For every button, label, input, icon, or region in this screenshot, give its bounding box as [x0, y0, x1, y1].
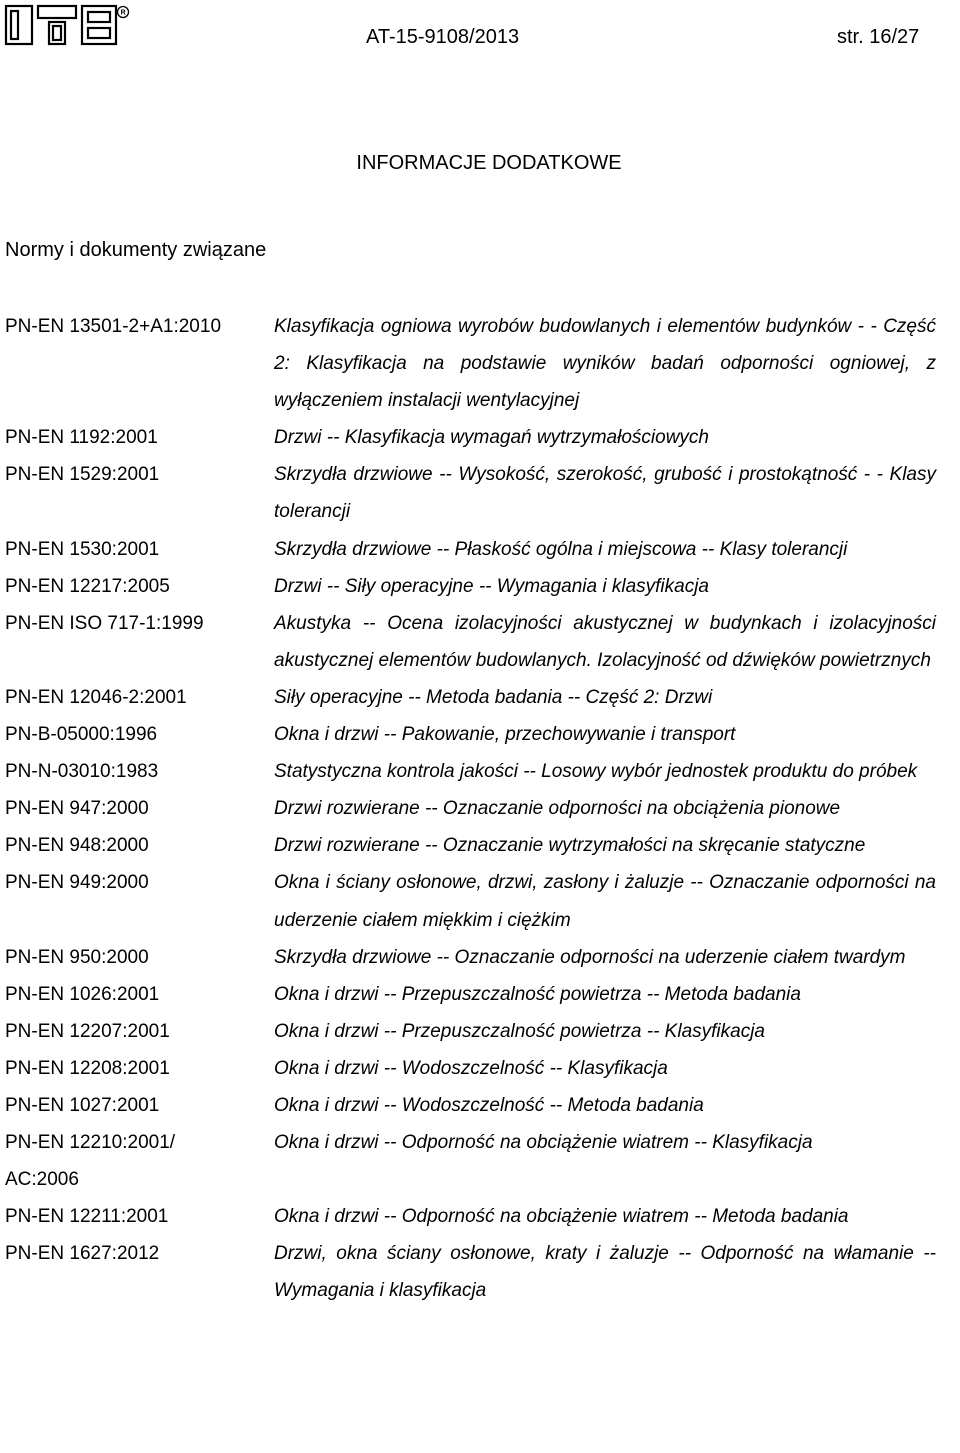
- norm-row: [0, 790, 960, 827]
- norm-description: Drzwi rozwierane -- Oznaczanie wytrzymałości na skręcanie statyczne: [274, 835, 866, 857]
- norm-code: PN-EN 12211:2001: [5, 1206, 169, 1228]
- norm-description: Drzwi rozwierane -- Oznaczanie odporności na obciążenia pionowe: [274, 798, 841, 820]
- document-id: AT-15-9108/2013: [366, 26, 520, 48]
- norm-row: [0, 827, 960, 864]
- norm-code: PN-EN 1027:2001: [5, 1094, 160, 1116]
- norm-description: Okna i drzwi -- Przepuszczalność powietrza -- Klasyfikacja: [274, 1020, 765, 1042]
- norm-code: PN-EN 13501-2+A1:2010: [5, 316, 222, 337]
- section-title: INFORMACJE DODATKOWE: [356, 152, 622, 174]
- norm-code: PN-EN 12207:2001: [5, 1020, 170, 1042]
- norm-code: PN-N-03010:1983: [5, 761, 159, 783]
- norm-row: [0, 1087, 960, 1124]
- norm-code: PN-EN 950:2000: [5, 946, 149, 968]
- norm-description: Okna i ściany osłonowe, drzwi, zasłony i żaluzje -- Oznaczanie odporności na uderzenie ciałem miękkim i ciężkim: [274, 872, 936, 931]
- norm-row: [0, 456, 960, 530]
- norm-code: PN-EN 1627:2012: [5, 1243, 160, 1265]
- norm-row: [0, 1198, 960, 1235]
- norm-row: [0, 716, 960, 753]
- norm-description: Skrzydła drzwiowe -- Oznaczanie odporności na uderzenie ciałem twardym: [274, 946, 906, 968]
- norm-code: PN-EN 1192:2001: [5, 427, 158, 449]
- norm-code: PN-EN 12217:2005: [5, 575, 170, 597]
- norm-code: PN-EN ISO 717-1:1999: [5, 612, 204, 634]
- subsection-title: Normy i dokumenty związane: [5, 239, 267, 261]
- norm-description: Okna i drzwi -- Przepuszczalność powietrza -- Metoda badania: [274, 983, 801, 1005]
- norm-row: [0, 605, 960, 679]
- norm-code: PN-EN 12210:2001/ AC:2006: [5, 1132, 176, 1191]
- norm-row: [0, 1013, 960, 1050]
- norm-row: [0, 531, 960, 568]
- norm-description: Okna i drzwi -- Odporność na obciążenie wiatrem -- Metoda badania: [274, 1206, 849, 1228]
- svg-text:R: R: [120, 9, 126, 17]
- norms-list: [0, 308, 960, 1310]
- norm-code: PN-EN 12046-2:2001: [5, 686, 187, 708]
- norm-description: Skrzydła drzwiowe -- Płaskość ogólna i miejscowa -- Klasy tolerancji: [274, 538, 848, 560]
- norm-description: Drzwi -- Siły operacyjne -- Wymagania i klasyfikacja: [274, 575, 709, 597]
- norm-description: Statystyczna kontrola jakości -- Losowy wybór jednostek produktu do próbek: [274, 761, 918, 783]
- norm-row: [0, 1050, 960, 1087]
- norm-code: PN-B-05000:1996: [5, 724, 158, 746]
- norm-row: [0, 939, 960, 976]
- norm-description: Siły operacyjne -- Metoda badania -- Część 2: Drzwi: [274, 686, 713, 708]
- norm-description: Okna i drzwi -- Odporność na obciążenie wiatrem -- Klasyfikacja: [274, 1132, 813, 1154]
- norm-code: PN-EN 1026:2001: [5, 983, 160, 1005]
- norm-description: Skrzydła drzwiowe -- Wysokość, szerokość, grubość i prostokątność - - Klasy tolerancji: [274, 464, 936, 523]
- norm-row: [0, 419, 960, 456]
- norm-description: Klasyfikacja ogniowa wyrobów budowlanych i elementów budynków - - Część 2: Klasyfikacja na podstawie wyników badań odporności ogniowej, z wyłączeniem instalacji wentylacyjnej: [274, 316, 936, 412]
- norm-description: Okna i drzwi -- Pakowanie, przechowywanie i transport: [274, 724, 736, 746]
- norm-row: [0, 1124, 960, 1198]
- norm-code: PN-EN 948:2000: [5, 835, 149, 857]
- norm-code: PN-EN 947:2000: [5, 798, 149, 820]
- norm-description: Okna i drzwi -- Wodoszczelność -- Metoda badania: [274, 1094, 704, 1116]
- norm-row: [0, 753, 960, 790]
- norm-row: [0, 568, 960, 605]
- norm-row: [0, 679, 960, 716]
- norm-description: Drzwi -- Klasyfikacja wymagań wytrzymałościowych: [274, 427, 709, 449]
- norm-description: Akustyka -- Ocena izolacyjności akustycznej w budynkach i izolacyjności akustycznej elementów budowlanych. Izolacyjność od dźwięków powietrznych: [274, 612, 936, 671]
- norm-code: PN-EN 12208:2001: [5, 1057, 170, 1079]
- norm-code: PN-EN 1529:2001: [5, 464, 160, 486]
- norm-row: [0, 976, 960, 1013]
- page-number: str. 16/27: [837, 26, 920, 48]
- norm-row: [0, 1235, 960, 1309]
- norm-description: Okna i drzwi -- Wodoszczelność -- Klasyfikacja: [274, 1057, 668, 1079]
- norm-row: [0, 864, 960, 938]
- norm-code: PN-EN 1530:2001: [5, 538, 160, 560]
- norm-code: PN-EN 949:2000: [5, 872, 149, 894]
- norm-row: [0, 308, 960, 419]
- itb-logo: [4, 4, 130, 48]
- norm-description: Drzwi, okna ściany osłonowe, kraty i żaluzje -- Odporność na włamanie -- Wymagania i klasyfikacja: [274, 1243, 936, 1302]
